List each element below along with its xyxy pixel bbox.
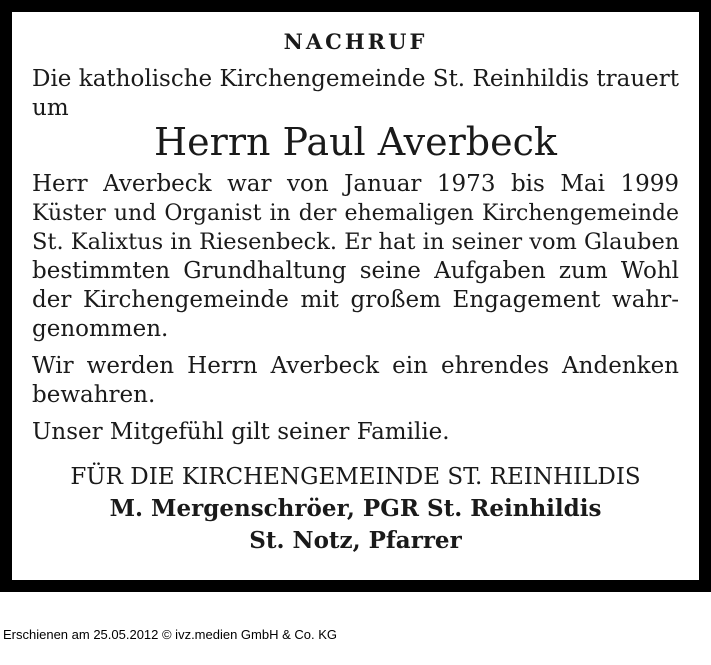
body-line: St. Kalixtus in Riesenbeck. Er hat in seiner vom Glauben [32, 229, 680, 255]
remembrance-line: Wir werden Herrn Averbeck ein ehrendes Andenken [32, 353, 679, 379]
publication-credit: Erschienen am 25.05.2012 © ivz.medien GmbH & Co. KG [3, 627, 338, 642]
body-line: genommen. [32, 316, 169, 342]
body-paragraph [32, 170, 679, 344]
remembrance-line: bewahren. [32, 382, 156, 408]
body-line: der Kirchengemeinde mit großem Engagement wahr- [32, 287, 679, 313]
body-line: Küster und Organist in der ehemaligen Kirchengemeinde [32, 201, 679, 226]
intro-line: Die katholische Kirchengemeinde St. Reinhildis trauert [32, 66, 679, 92]
body-line: bestimmten Grundhaltung seine Aufgaben zum Wohl [32, 258, 679, 284]
condolence-paragraph [32, 418, 679, 447]
condolence-line: Unser Mitgefühl gilt seiner Familie. [32, 419, 450, 445]
intro-line: um [32, 95, 69, 121]
signature-on-behalf: FÜR DIE KIRCHENGEMEINDE ST. REINHILDIS [70, 464, 641, 490]
signature-signer-2: St. Notz, Pfarrer [249, 527, 462, 554]
deceased-name: Herrn Paul Averbeck [154, 120, 557, 164]
remembrance-paragraph [32, 352, 679, 410]
notice-heading: NACHRUF [283, 29, 428, 54]
body-line: Herr Averbeck war von Januar 1973 bis Mai 1999 [32, 171, 679, 197]
signature-signer-1: M. Mergenschröer, PGR St. Reinhildis [109, 495, 602, 522]
intro-paragraph [32, 65, 679, 123]
